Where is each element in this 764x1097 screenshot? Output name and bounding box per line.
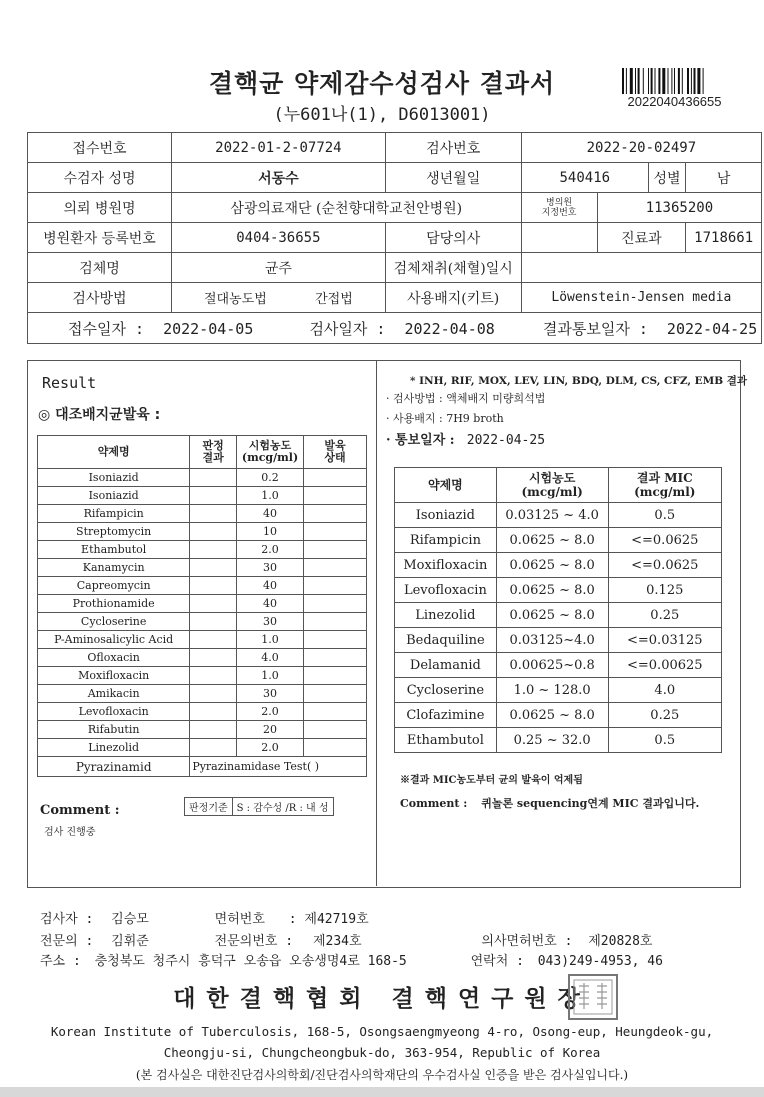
row-result xyxy=(190,577,237,595)
table-row xyxy=(38,667,367,685)
mic-row-drug: Bedaquiline xyxy=(395,628,497,653)
row-drug: Rifabutin xyxy=(38,721,190,739)
address-row xyxy=(40,950,663,969)
row-result xyxy=(190,505,237,523)
method xyxy=(171,283,385,313)
table-row xyxy=(38,757,367,777)
right-comment-label: Comment : xyxy=(400,797,468,810)
barcode-number: 2022040436655 xyxy=(627,94,722,109)
row-concentration: 1.0 xyxy=(237,487,304,505)
media-label: 사용배지(키트) xyxy=(385,283,521,313)
mic-row-drug: Delamanid xyxy=(395,653,497,678)
reg-no: 0404-36655 xyxy=(171,223,385,253)
dept: 1718661 xyxy=(686,223,762,253)
table-row xyxy=(395,653,722,678)
test-no: 2022-20-02497 xyxy=(521,133,762,163)
official-seal-icon xyxy=(567,973,619,1021)
table-row xyxy=(38,685,367,703)
row-result xyxy=(190,721,237,739)
col-result-line1: 판정 xyxy=(202,439,224,452)
doctor-license-label: 의사면허번호 : xyxy=(481,934,573,949)
table-row xyxy=(38,613,367,631)
specialist-row xyxy=(40,930,652,949)
mic-row-drug: Rifampicin xyxy=(395,528,497,553)
dob-label: 생년월일 xyxy=(385,163,521,193)
row-concentration: 2.0 xyxy=(237,541,304,559)
left-comment-text: 검사 진행중 xyxy=(44,827,96,838)
row-concentration: 40 xyxy=(237,577,304,595)
row-growth xyxy=(304,577,367,595)
col-drug: 약제명 xyxy=(38,436,190,469)
table-row xyxy=(38,541,367,559)
table-row xyxy=(38,487,367,505)
row-result xyxy=(190,469,237,487)
table-row xyxy=(395,628,722,653)
patient-name-label: 수검자 성명 xyxy=(28,163,172,193)
row-drug: Prothionamide xyxy=(38,595,190,613)
row-result xyxy=(190,685,237,703)
row-drug: Streptomycin xyxy=(38,523,190,541)
doctor-value xyxy=(521,223,597,253)
table-row xyxy=(38,577,367,595)
license-label: 면허번호 xyxy=(214,912,265,927)
right-comment-text: 퀴놀론 sequencing연계 MIC 결과입니다. xyxy=(481,797,700,810)
row-drug: Ofloxacin xyxy=(38,649,190,667)
reported-label: 결과통보일자 : xyxy=(542,319,648,338)
document-code: (누601나(1), D6013001) xyxy=(273,105,491,125)
mic-row-drug: Moxifloxacin xyxy=(395,553,497,578)
row-growth xyxy=(304,487,367,505)
mic-row-concentration: 0.0625 ~ 8.0 xyxy=(496,578,608,603)
mic-row-concentration: 0.25 ~ 32.0 xyxy=(496,728,608,753)
pyrazinamid-drug: Pyrazinamid xyxy=(38,757,190,777)
table-row xyxy=(395,553,722,578)
absolute-concentration-table xyxy=(37,435,367,777)
table-row xyxy=(38,505,367,523)
collection-label: 검체채취(채혈)일시 xyxy=(385,253,521,283)
table-row xyxy=(38,523,367,541)
row-concentration: 2.0 xyxy=(237,703,304,721)
table-row xyxy=(38,649,367,667)
patient-name: 서동수 xyxy=(171,163,385,193)
method-2: 간접법 xyxy=(315,292,353,307)
reg-no-label: 병원환자 등록번호 xyxy=(28,223,172,253)
mic-row-concentration: 1.0 ~ 128.0 xyxy=(496,678,608,703)
dates-row xyxy=(28,313,762,344)
row-concentration: 1.0 xyxy=(237,667,304,685)
sex-label: 성별 xyxy=(649,163,686,193)
row-growth xyxy=(304,559,367,577)
tested-label: 검사일자 : xyxy=(309,319,386,338)
row-growth xyxy=(304,469,367,487)
dob: 540416 xyxy=(521,163,648,193)
table-row xyxy=(395,578,722,603)
specimen-label: 검체명 xyxy=(28,253,172,283)
table-row xyxy=(38,559,367,577)
table-row xyxy=(395,528,722,553)
method-1: 절대농도법 xyxy=(204,292,267,307)
doctor-license: 제20828호 xyxy=(588,934,653,949)
mic-row-mic-result: 4.0 xyxy=(608,678,721,703)
row-result xyxy=(190,487,237,505)
left-comment-label: Comment : xyxy=(40,803,120,818)
row-growth xyxy=(304,739,367,757)
english-address-line2: Cheongju-si, Chungcheongbuk-do, 363-954, Republic of Korea xyxy=(163,1045,601,1060)
table-row xyxy=(395,603,722,628)
table-row xyxy=(38,595,367,613)
address-label: 주소 : xyxy=(40,954,81,969)
col-growth-line1: 발육 xyxy=(324,439,346,452)
row-concentration: 30 xyxy=(237,559,304,577)
mic-row-concentration: 0.0625 ~ 8.0 xyxy=(496,603,608,628)
col-growth xyxy=(304,436,367,469)
row-concentration: 40 xyxy=(237,595,304,613)
criteria-value: S : 감수성 /R : 내 성 xyxy=(232,798,333,816)
row-growth xyxy=(304,667,367,685)
row-concentration: 1.0 xyxy=(237,631,304,649)
hospital-code-label xyxy=(521,193,597,223)
mic-col-result xyxy=(608,468,721,503)
row-drug: Kanamycin xyxy=(38,559,190,577)
table-row xyxy=(38,721,367,739)
table-row xyxy=(395,503,722,528)
method-label: 검사방법 xyxy=(28,283,172,313)
mic-row-drug: Cycloserine xyxy=(395,678,497,703)
row-drug: Amikacin xyxy=(38,685,190,703)
mic-row-concentration: 0.0625 ~ 8.0 xyxy=(496,703,608,728)
doctor-label: 담당의사 xyxy=(385,223,521,253)
right-comment xyxy=(400,795,699,811)
contact: 043)249-4953, 46 xyxy=(537,954,663,969)
examiner: 김승모 xyxy=(111,912,149,927)
mic-row-mic-result: <=0.0625 xyxy=(608,528,721,553)
row-result xyxy=(190,649,237,667)
row-growth xyxy=(304,721,367,739)
col-result-line2: 결과 xyxy=(202,451,224,464)
row-growth xyxy=(304,685,367,703)
mic-row-concentration: 0.0625 ~ 8.0 xyxy=(496,528,608,553)
mic-col-drug: 약제명 xyxy=(395,468,497,503)
pyrazinamid-test: Pyrazinamidase Test( ) xyxy=(190,757,367,777)
hospital-label: 의뢰 병원명 xyxy=(28,193,172,223)
row-result xyxy=(190,595,237,613)
row-growth xyxy=(304,523,367,541)
license: : 제42719호 xyxy=(288,912,369,927)
col-conc xyxy=(237,436,304,469)
reception-no-label: 접수번호 xyxy=(28,133,172,163)
mic-drugs-note: * INH, RIF, MOX, LEV, LIN, BDQ, DLM, CS, CFZ, EMB 결과 xyxy=(410,375,748,387)
mic-report-date: 2022-04-25 xyxy=(466,433,546,448)
row-concentration: 20 xyxy=(237,721,304,739)
row-drug: Moxifloxacin xyxy=(38,667,190,685)
mic-row-mic-result: <=0.00625 xyxy=(608,653,721,678)
row-growth xyxy=(304,649,367,667)
row-growth xyxy=(304,541,367,559)
criteria-table xyxy=(184,797,334,816)
table-row xyxy=(395,678,722,703)
row-drug: Linezolid xyxy=(38,739,190,757)
english-address-line1: Korean Institute of Tuberculosis, 168-5, Osongsaengmyeong 4-ro, Osong-eup, Heungdeok-gu, xyxy=(50,1024,714,1039)
hospital-code-label-line1: 병의원 xyxy=(546,197,573,208)
row-result xyxy=(190,541,237,559)
row-concentration: 2.0 xyxy=(237,739,304,757)
table-row xyxy=(395,703,722,728)
hospital-code: 11365200 xyxy=(597,193,762,223)
mic-col-conc xyxy=(496,468,608,503)
dept-label: 진료과 xyxy=(597,223,685,253)
row-drug: Isoniazid xyxy=(38,469,190,487)
row-drug: Ethambutol xyxy=(38,541,190,559)
hospital-code-label-line2: 지정번호 xyxy=(541,207,577,218)
row-result xyxy=(190,523,237,541)
mic-row-mic-result: <=0.0625 xyxy=(608,553,721,578)
mic-row-concentration: 0.00625~0.8 xyxy=(496,653,608,678)
barcode-icon xyxy=(622,68,728,94)
specimen: 균주 xyxy=(171,253,385,283)
mic-row-concentration: 0.03125 ~ 4.0 xyxy=(496,503,608,528)
examiner-row xyxy=(40,908,369,927)
reported-date: 2022-04-25 xyxy=(666,319,758,338)
tested-date: 2022-04-08 xyxy=(404,319,495,338)
examiner-label: 검사자 : xyxy=(40,912,94,927)
mic-row-drug: Clofazimine xyxy=(395,703,497,728)
row-concentration: 30 xyxy=(237,685,304,703)
row-drug: Rifampicin xyxy=(38,505,190,523)
mic-row-drug: Ethambutol xyxy=(395,728,497,753)
table-row xyxy=(38,703,367,721)
row-result xyxy=(190,631,237,649)
mic-row-mic-result: 0.25 xyxy=(608,603,721,628)
contact-label: 연락처 : xyxy=(470,954,524,969)
mic-col-conc-line2: (mcg/ml) xyxy=(521,485,583,499)
bottom-edge xyxy=(0,1087,764,1097)
row-concentration: 0.2 xyxy=(237,469,304,487)
col-conc-line2: (mcg/ml) xyxy=(241,451,299,464)
row-concentration: 10 xyxy=(237,523,304,541)
mic-row-mic-result: 0.125 xyxy=(608,578,721,603)
mic-method-note: · 검사방법 : 액체배지 미량희석법 xyxy=(386,392,546,405)
specialist-no: 제234호 xyxy=(312,934,362,949)
mic-col-conc-line1: 시험농도 xyxy=(528,471,576,485)
specialist-no-label: 전문의번호 : xyxy=(214,934,294,949)
row-result xyxy=(190,559,237,577)
mic-row-drug: Linezolid xyxy=(395,603,497,628)
mic-table xyxy=(394,467,722,753)
row-growth xyxy=(304,613,367,631)
row-concentration: 40 xyxy=(237,505,304,523)
mic-row-mic-result: 0.5 xyxy=(608,728,721,753)
criteria-label: 판정기준 xyxy=(185,798,233,816)
row-drug: Cycloserine xyxy=(38,613,190,631)
mic-row-drug: Isoniazid xyxy=(395,503,497,528)
row-concentration: 30 xyxy=(237,613,304,631)
specialist: 김휘준 xyxy=(111,934,149,949)
test-no-label: 검사번호 xyxy=(385,133,521,163)
collection xyxy=(521,253,762,283)
row-result xyxy=(190,739,237,757)
media: Löwenstein-Jensen media xyxy=(521,283,762,313)
col-growth-line2: 상태 xyxy=(324,451,346,464)
reception-no: 2022-01-2-07724 xyxy=(171,133,385,163)
hospital: 삼광의료재단 (순천향대학교천안병원) xyxy=(171,193,521,223)
specialist-label: 전문의 : xyxy=(40,934,94,949)
mic-media-note: · 사용배지 : 7H9 broth xyxy=(386,412,504,425)
table-row xyxy=(38,631,367,649)
mic-col-result-line1: 결과 MIC xyxy=(636,471,693,485)
mic-row-mic-result: 0.5 xyxy=(608,503,721,528)
col-conc-line1: 시험농도 xyxy=(248,439,292,452)
row-drug: Capreomycin xyxy=(38,577,190,595)
row-result xyxy=(190,613,237,631)
mic-row-concentration: 0.03125~4.0 xyxy=(496,628,608,653)
row-drug: Levofloxacin xyxy=(38,703,190,721)
result-box-divider xyxy=(376,360,377,886)
sex: 남 xyxy=(686,163,762,193)
row-growth xyxy=(304,505,367,523)
row-result xyxy=(190,703,237,721)
mic-report-row xyxy=(386,429,545,448)
row-concentration: 4.0 xyxy=(237,649,304,667)
table-row xyxy=(38,739,367,757)
received-date: 2022-04-05 xyxy=(163,319,254,338)
control-growth-label: ◎ 대조배지균발육 : xyxy=(38,407,161,423)
row-growth xyxy=(304,595,367,613)
patient-info-table xyxy=(27,132,762,344)
table-row xyxy=(38,469,367,487)
document-title: 결핵균 약제감수성검사 결과서 xyxy=(208,69,556,98)
row-growth xyxy=(304,703,367,721)
institute-signature: 대한결핵협회 결핵연구원장 xyxy=(173,986,591,1012)
result-label: Result xyxy=(42,374,97,392)
mic-inhibition-note: ※결과 MIC농도부터 균의 발육이 억제됨 xyxy=(400,775,583,786)
row-drug: P-Aminosalicylic Acid xyxy=(38,631,190,649)
address: 충청북도 청주시 흥덕구 오송읍 오송생명4로 168-5 xyxy=(94,954,407,969)
mic-row-concentration: 0.0625 ~ 8.0 xyxy=(496,553,608,578)
certification-note: (본 검사실은 대한진단검사의학회/진단검사의학재단의 우수검사실 인증을 받은 검사실입니다.) xyxy=(135,1068,629,1082)
row-drug: Isoniazid xyxy=(38,487,190,505)
table-row xyxy=(395,728,722,753)
received-label: 접수일자 : xyxy=(68,319,145,338)
row-result xyxy=(190,667,237,685)
mic-row-mic-result: 0.25 xyxy=(608,703,721,728)
row-growth xyxy=(304,631,367,649)
mic-row-mic-result: <=0.03125 xyxy=(608,628,721,653)
mic-col-result-line2: (mcg/ml) xyxy=(634,485,696,499)
col-result xyxy=(190,436,237,469)
mic-report-label: · 통보일자 : xyxy=(386,433,455,448)
mic-row-drug: Levofloxacin xyxy=(395,578,497,603)
